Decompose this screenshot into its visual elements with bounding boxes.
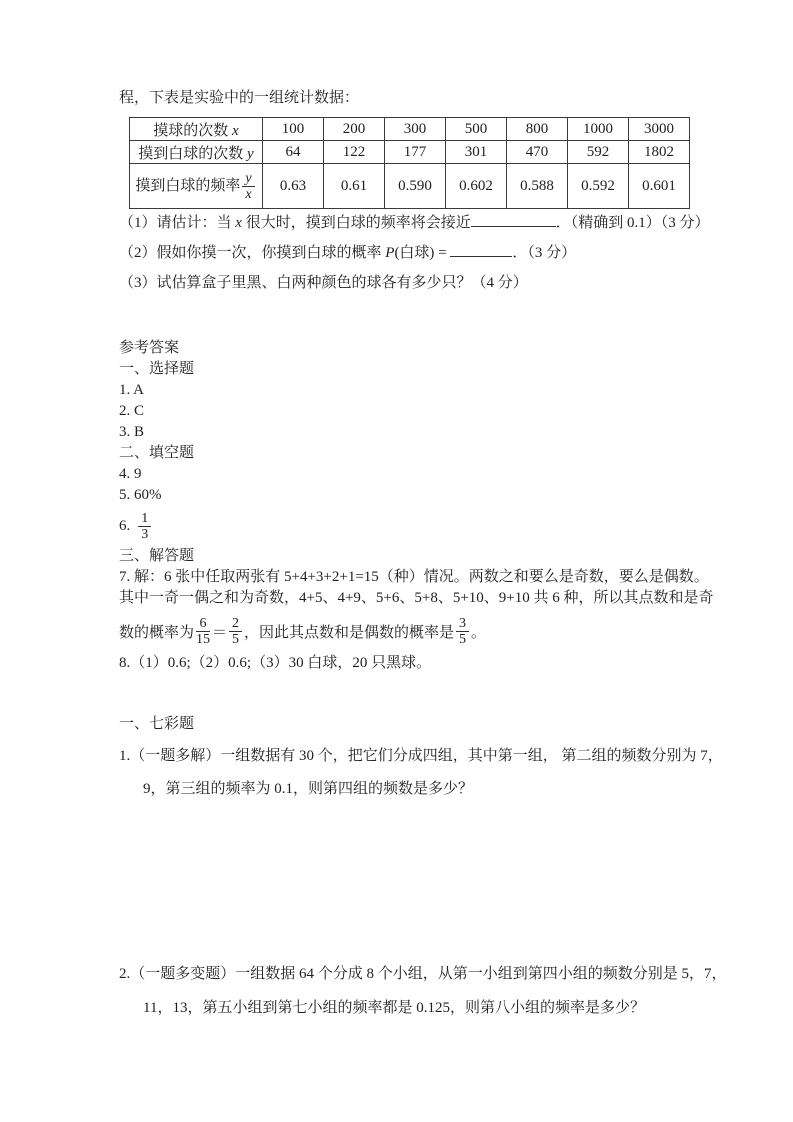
table-cell: 64 bbox=[263, 141, 324, 164]
fraction-numerator: 1 bbox=[138, 511, 151, 527]
fraction-numerator: 3 bbox=[456, 616, 469, 632]
question-1-text: （1）请估计：当 bbox=[119, 215, 236, 231]
stats-table bbox=[129, 117, 690, 209]
answer-1: 1. A bbox=[119, 382, 145, 398]
answer-5: 5. 60% bbox=[119, 487, 162, 503]
answer-4: 4. 9 bbox=[119, 466, 142, 482]
table-cell: 500 bbox=[446, 118, 507, 141]
variable-x: x bbox=[235, 215, 242, 231]
section-solutions: 三、解答题 bbox=[119, 548, 195, 564]
fraction-numerator: 6 bbox=[196, 616, 210, 632]
variable-x: x bbox=[232, 122, 239, 139]
fraction-two-fifths bbox=[229, 616, 242, 647]
fraction-one-third bbox=[138, 511, 151, 542]
question-1-text: 很大时，摸到白球的频率将会接近 bbox=[241, 215, 471, 231]
question-2-text: （2）假如你摸一次，你摸到白球的概率 bbox=[119, 245, 386, 261]
table-row-label bbox=[130, 118, 263, 141]
question-2-text: (白球) = bbox=[394, 245, 451, 261]
question-1-points: ．（精确到 0.1）（3 分） bbox=[555, 215, 710, 231]
table-cell: 0.61 bbox=[324, 164, 385, 209]
answer-7-text: 数的概率为 bbox=[119, 624, 195, 641]
answer-key-title: 参考答案 bbox=[119, 340, 180, 356]
table-cell: 0.588 bbox=[507, 164, 568, 209]
table-cell: 0.602 bbox=[446, 164, 507, 209]
question-1 bbox=[119, 212, 793, 234]
section-fill-blank: 二、填空题 bbox=[119, 445, 195, 461]
answer-7-line3 bbox=[119, 609, 793, 653]
fraction-denominator: 3 bbox=[141, 526, 149, 542]
extra-section-title: 一、七彩题 bbox=[119, 716, 195, 732]
question-2-points: ．（3 分） bbox=[512, 245, 577, 261]
table-row-white-count bbox=[130, 141, 690, 164]
table-cell: 200 bbox=[324, 118, 385, 141]
table-row-label bbox=[130, 164, 263, 209]
table-cell: 177 bbox=[385, 141, 446, 164]
table-row-label bbox=[130, 141, 263, 164]
table-cell: 1802 bbox=[629, 141, 690, 164]
extra-question-1-line1: 1.（一题多解）一组数据有 30 个，把它们分成四组，其中第一组， 第二组的频数分别为 7， bbox=[119, 748, 723, 764]
table-cell: 470 bbox=[507, 141, 568, 164]
answer-3: 3. B bbox=[119, 424, 145, 440]
row-label-text: 摸到白球的频率 bbox=[135, 177, 241, 194]
row-label-text: 摸到白球的次数 bbox=[138, 145, 248, 162]
variable-y: y bbox=[247, 145, 254, 162]
fraction-three-fifths bbox=[456, 616, 469, 647]
table-cell: 0.592 bbox=[568, 164, 629, 209]
answer-6 bbox=[119, 506, 793, 546]
answer-7-line2: 其中一奇一偶之和为奇数，4+5、4+9、5+6、5+8、5+10、9+10 共 6 种，所以其点数和是奇 bbox=[119, 590, 714, 606]
table-row-frequency bbox=[130, 164, 690, 209]
question-2 bbox=[119, 242, 793, 264]
section-choice: 一、选择题 bbox=[119, 361, 195, 377]
fraction-y-over-x bbox=[242, 171, 254, 202]
answer-8: 8.（1）0.6;（2）0.6;（3）30 白球，20 只黑球。 bbox=[119, 655, 432, 671]
fraction-denominator: 15 bbox=[196, 631, 211, 647]
equals-sign: ＝ bbox=[212, 624, 228, 641]
fraction-numerator: 2 bbox=[229, 616, 242, 632]
fraction-denominator: 5 bbox=[232, 631, 240, 647]
answer-blank bbox=[471, 212, 556, 227]
table-cell: 122 bbox=[324, 141, 385, 164]
table-cell: 800 bbox=[507, 118, 568, 141]
variable-p: P bbox=[385, 245, 395, 261]
answer-7-line1: 7. 解：6 张中任取两张有 5+4+3+2+1=15（种）情况。两数之和要么是奇数，要么是偶数。 bbox=[119, 569, 709, 585]
answer-7-text: ，因此其点数和是偶数的概率是 bbox=[244, 624, 455, 641]
table-cell: 301 bbox=[446, 141, 507, 164]
table-cell: 100 bbox=[263, 118, 324, 141]
table-cell: 300 bbox=[385, 118, 446, 141]
answer-7-text: 。 bbox=[471, 624, 487, 641]
fraction-numerator: y bbox=[242, 171, 254, 187]
table-row-draws bbox=[130, 118, 690, 141]
table-cell: 0.63 bbox=[263, 164, 324, 209]
row-label-text: 摸球的次数 bbox=[153, 122, 233, 139]
extra-question-2-line1: 2.（一题多变题）一组数据 64 个分成 8 个小组，从第一小组到第四小组的频数分别是 5，7， bbox=[119, 966, 727, 982]
extra-question-2-line2: 11，13，第五小组到第七小组的频率都是 0.125，则第八小组的频率是多少？ bbox=[143, 1000, 645, 1016]
answer-2: 2. C bbox=[119, 403, 145, 419]
table-cell: 1000 bbox=[568, 118, 629, 141]
table-cell: 3000 bbox=[629, 118, 690, 141]
question-3: （3）试估算盒子里黑、白两种颜色的球各有多少只？（4 分） bbox=[119, 275, 528, 291]
answer-6-label: 6. bbox=[119, 517, 131, 534]
extra-question-1-line2: 9，第三组的频率为 0.1，则第四组的频数是多少？ bbox=[143, 781, 474, 797]
fraction-six-fifteenths bbox=[196, 616, 210, 647]
fraction-denominator: 5 bbox=[459, 631, 467, 647]
table-cell: 592 bbox=[568, 141, 629, 164]
table-cell: 0.590 bbox=[385, 164, 446, 209]
answer-blank bbox=[450, 242, 512, 257]
fraction-denominator: x bbox=[245, 186, 252, 202]
intro-text: 程，下表是实验中的一组统计数据： bbox=[119, 90, 360, 106]
table-cell: 0.601 bbox=[629, 164, 690, 209]
